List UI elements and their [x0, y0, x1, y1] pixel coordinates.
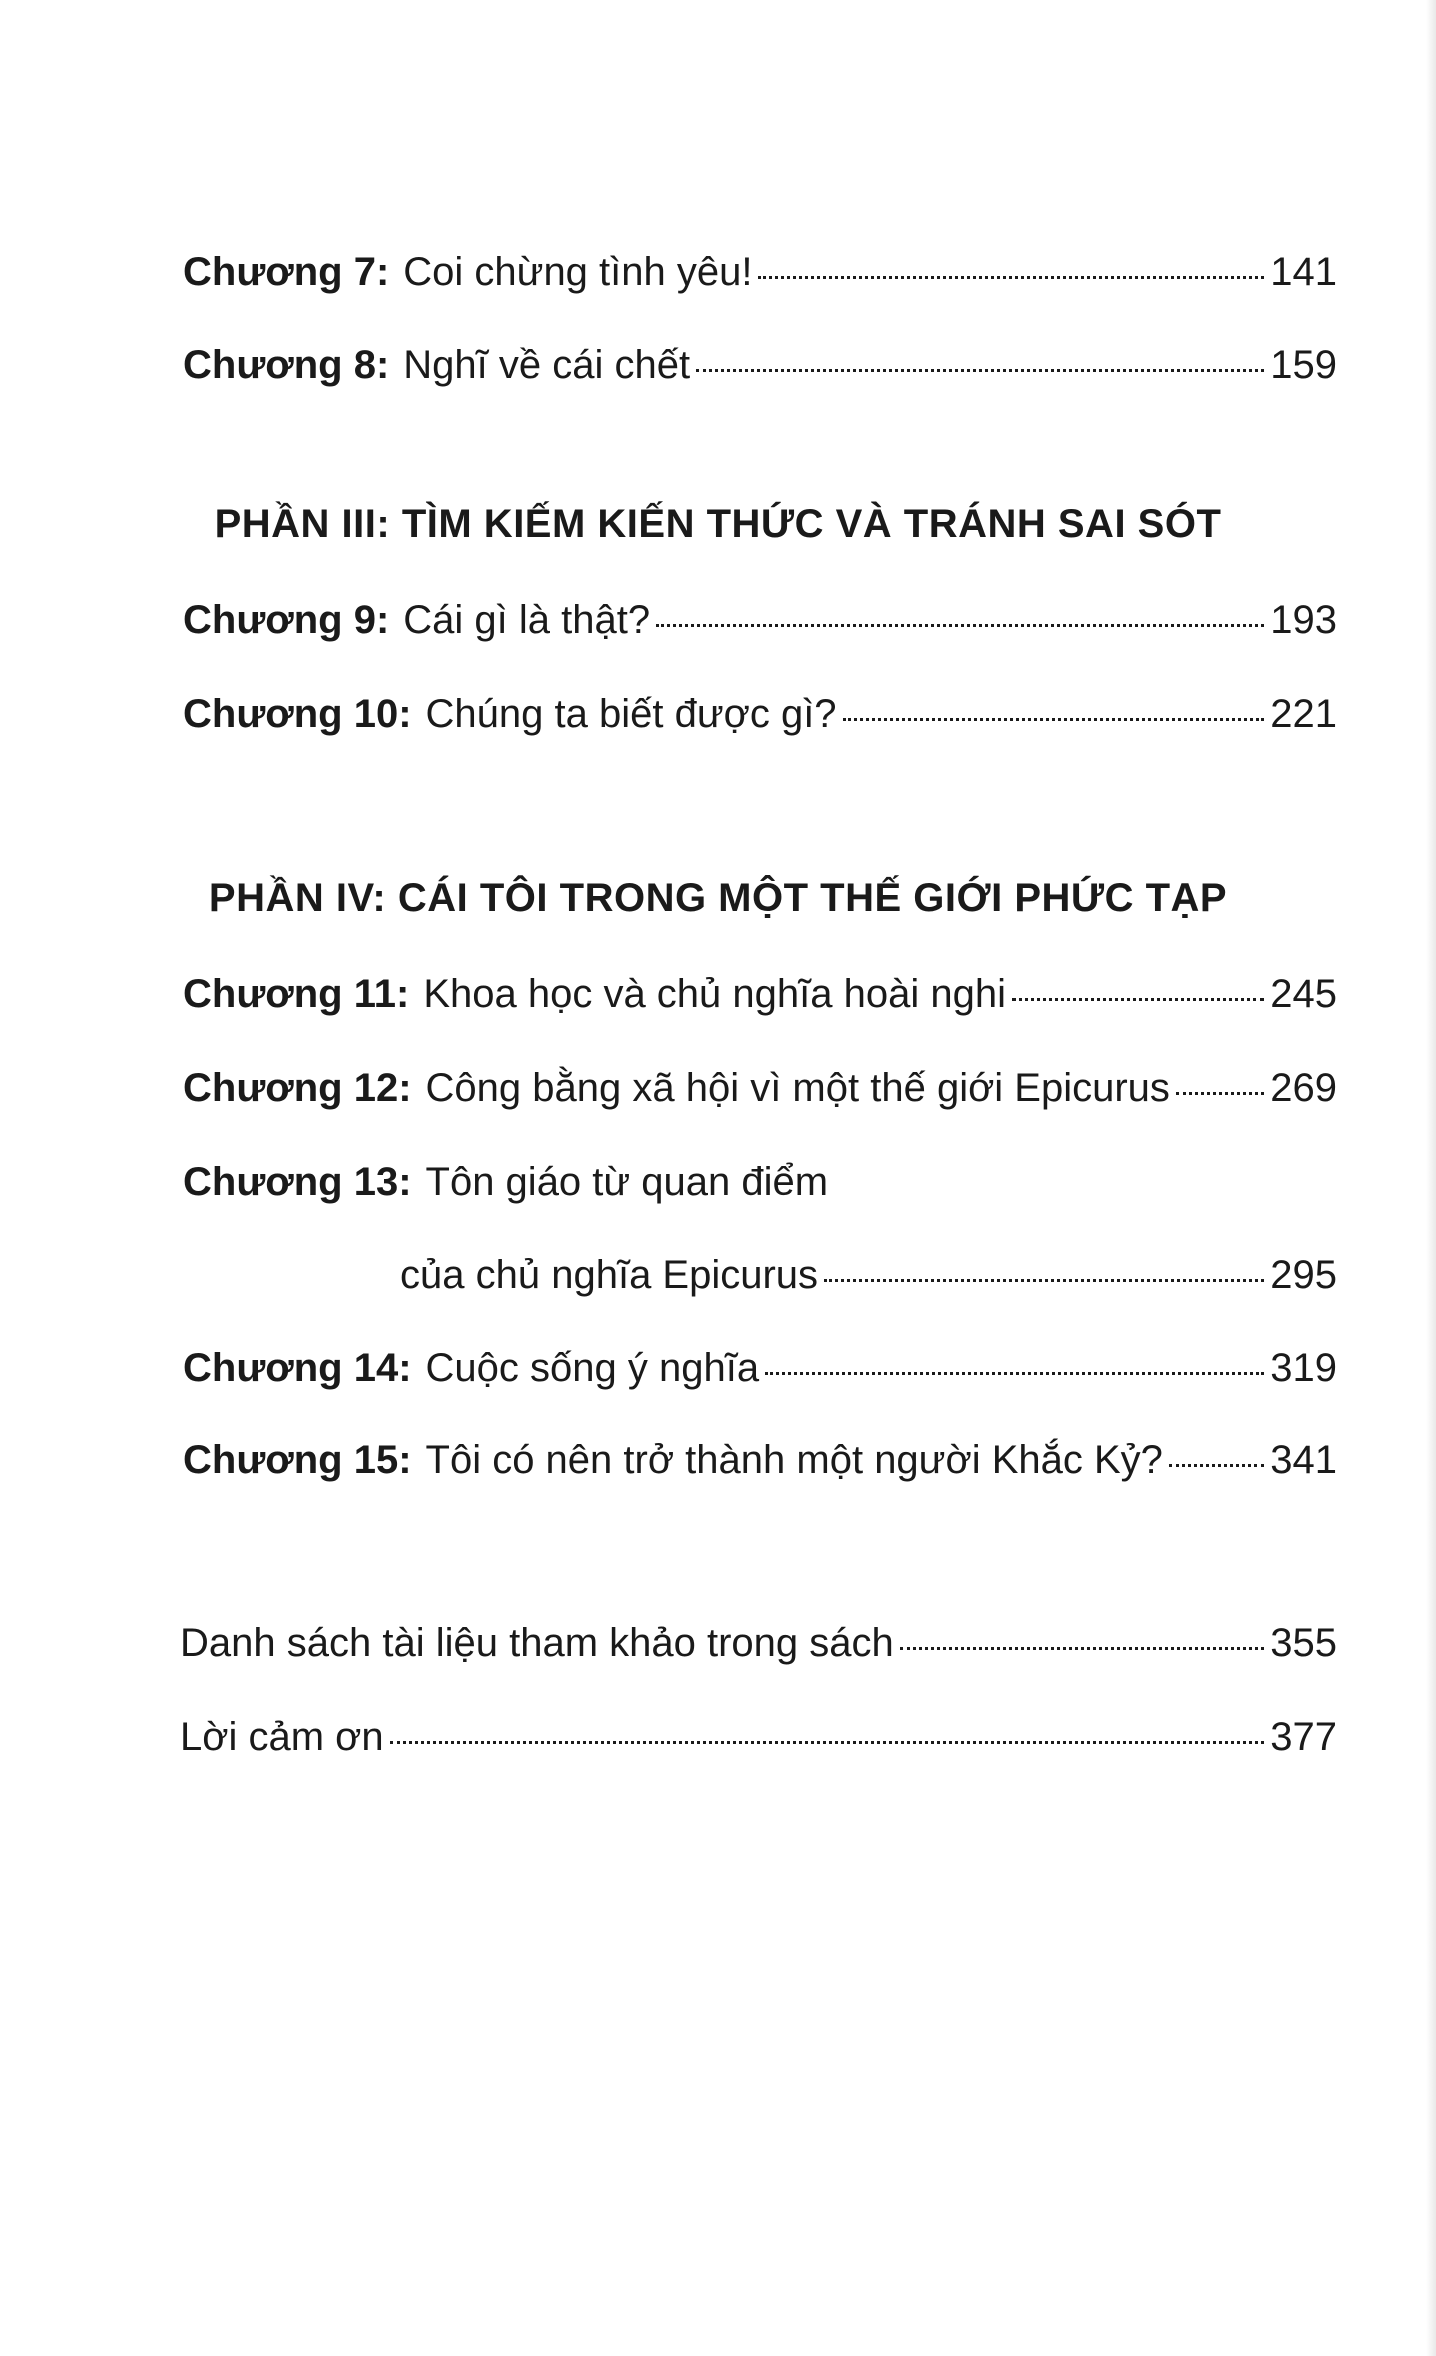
- page-number: 355: [1270, 1621, 1337, 1665]
- toc-entry-chapter-13-continuation: [400, 1250, 1337, 1300]
- toc-entry-references: [180, 1618, 1337, 1668]
- chapter-title-line-1: Tôn giáo từ quan điểm: [425, 1160, 829, 1204]
- toc-entry-chapter-9: [183, 595, 1337, 645]
- chapter-label: Chương 13:: [183, 1160, 412, 1204]
- part-3-heading: PHẦN III: TÌM KIẾM KIẾN THỨC VÀ TRÁNH SAI SÓT: [214, 502, 1222, 546]
- chapter-label: Chương 9:: [183, 598, 390, 642]
- dot-leader: [843, 718, 1265, 721]
- toc-entry-chapter-11: [183, 969, 1337, 1019]
- toc-entry-chapter-12: [183, 1063, 1337, 1113]
- dot-leader: [900, 1647, 1265, 1650]
- page-number: 141: [1270, 250, 1337, 294]
- dot-leader: [696, 369, 1264, 372]
- chapter-title: Nghĩ về cái chết: [403, 343, 691, 387]
- page-number: 245: [1270, 972, 1337, 1016]
- part-4-heading: PHẦN IV: CÁI TÔI TRONG MỘT THẾ GIỚI PHỨC TẠP: [208, 876, 1228, 920]
- chapter-label: Chương 12:: [183, 1066, 412, 1110]
- chapter-label: Chương 7:: [183, 250, 390, 294]
- chapter-label: Chương 10:: [183, 692, 412, 736]
- dot-leader: [1012, 998, 1264, 1001]
- toc-entry-chapter-13: [183, 1157, 1337, 1207]
- dot-leader: [765, 1372, 1264, 1375]
- toc-entry-chapter-8: [183, 340, 1337, 390]
- chapter-label: Chương 11:: [183, 972, 410, 1016]
- chapter-title: Cuộc sống ý nghĩa: [425, 1346, 760, 1390]
- page-number: 269: [1270, 1066, 1337, 1110]
- chapter-title: Cái gì là thật?: [403, 598, 651, 642]
- chapter-title: Tôi có nên trở thành một người Khắc Kỷ?: [425, 1438, 1163, 1482]
- chapter-label: Chương 8:: [183, 343, 390, 387]
- page-number: 341: [1270, 1438, 1337, 1482]
- dot-leader: [1169, 1464, 1264, 1467]
- page-number: 377: [1270, 1715, 1337, 1759]
- page-number: 295: [1270, 1253, 1337, 1297]
- entry-title: Lời cảm ơn: [180, 1715, 384, 1759]
- chapter-title: Khoa học và chủ nghĩa hoài nghi: [423, 972, 1006, 1016]
- chapter-title: Coi chừng tình yêu!: [403, 250, 753, 294]
- page-number: 193: [1270, 598, 1337, 642]
- chapter-title: Công bằng xã hội vì một thế giới Epicurus: [425, 1066, 1170, 1110]
- page-number: 319: [1270, 1346, 1337, 1390]
- dot-leader: [758, 276, 1264, 279]
- toc-entry-chapter-7: [183, 247, 1337, 297]
- chapter-title-line-2: của chủ nghĩa Epicurus: [400, 1253, 819, 1297]
- toc-entry-acknowledgements: [180, 1712, 1337, 1762]
- toc-entry-chapter-14: [183, 1343, 1337, 1393]
- dot-leader: [390, 1741, 1265, 1744]
- chapter-label: Chương 15:: [183, 1438, 412, 1482]
- toc-entry-chapter-15: [183, 1435, 1337, 1485]
- page-edge-shadow: [1426, 0, 1436, 2356]
- dot-leader: [1176, 1092, 1264, 1095]
- chapter-label: Chương 14:: [183, 1346, 412, 1390]
- dot-leader: [656, 624, 1264, 627]
- entry-title: Danh sách tài liệu tham khảo trong sách: [180, 1621, 894, 1665]
- toc-entry-chapter-10: [183, 689, 1337, 739]
- chapter-title: Chúng ta biết được gì?: [425, 692, 837, 736]
- page-number: 221: [1270, 692, 1337, 736]
- dot-leader: [824, 1279, 1264, 1282]
- page-number: 159: [1270, 343, 1337, 387]
